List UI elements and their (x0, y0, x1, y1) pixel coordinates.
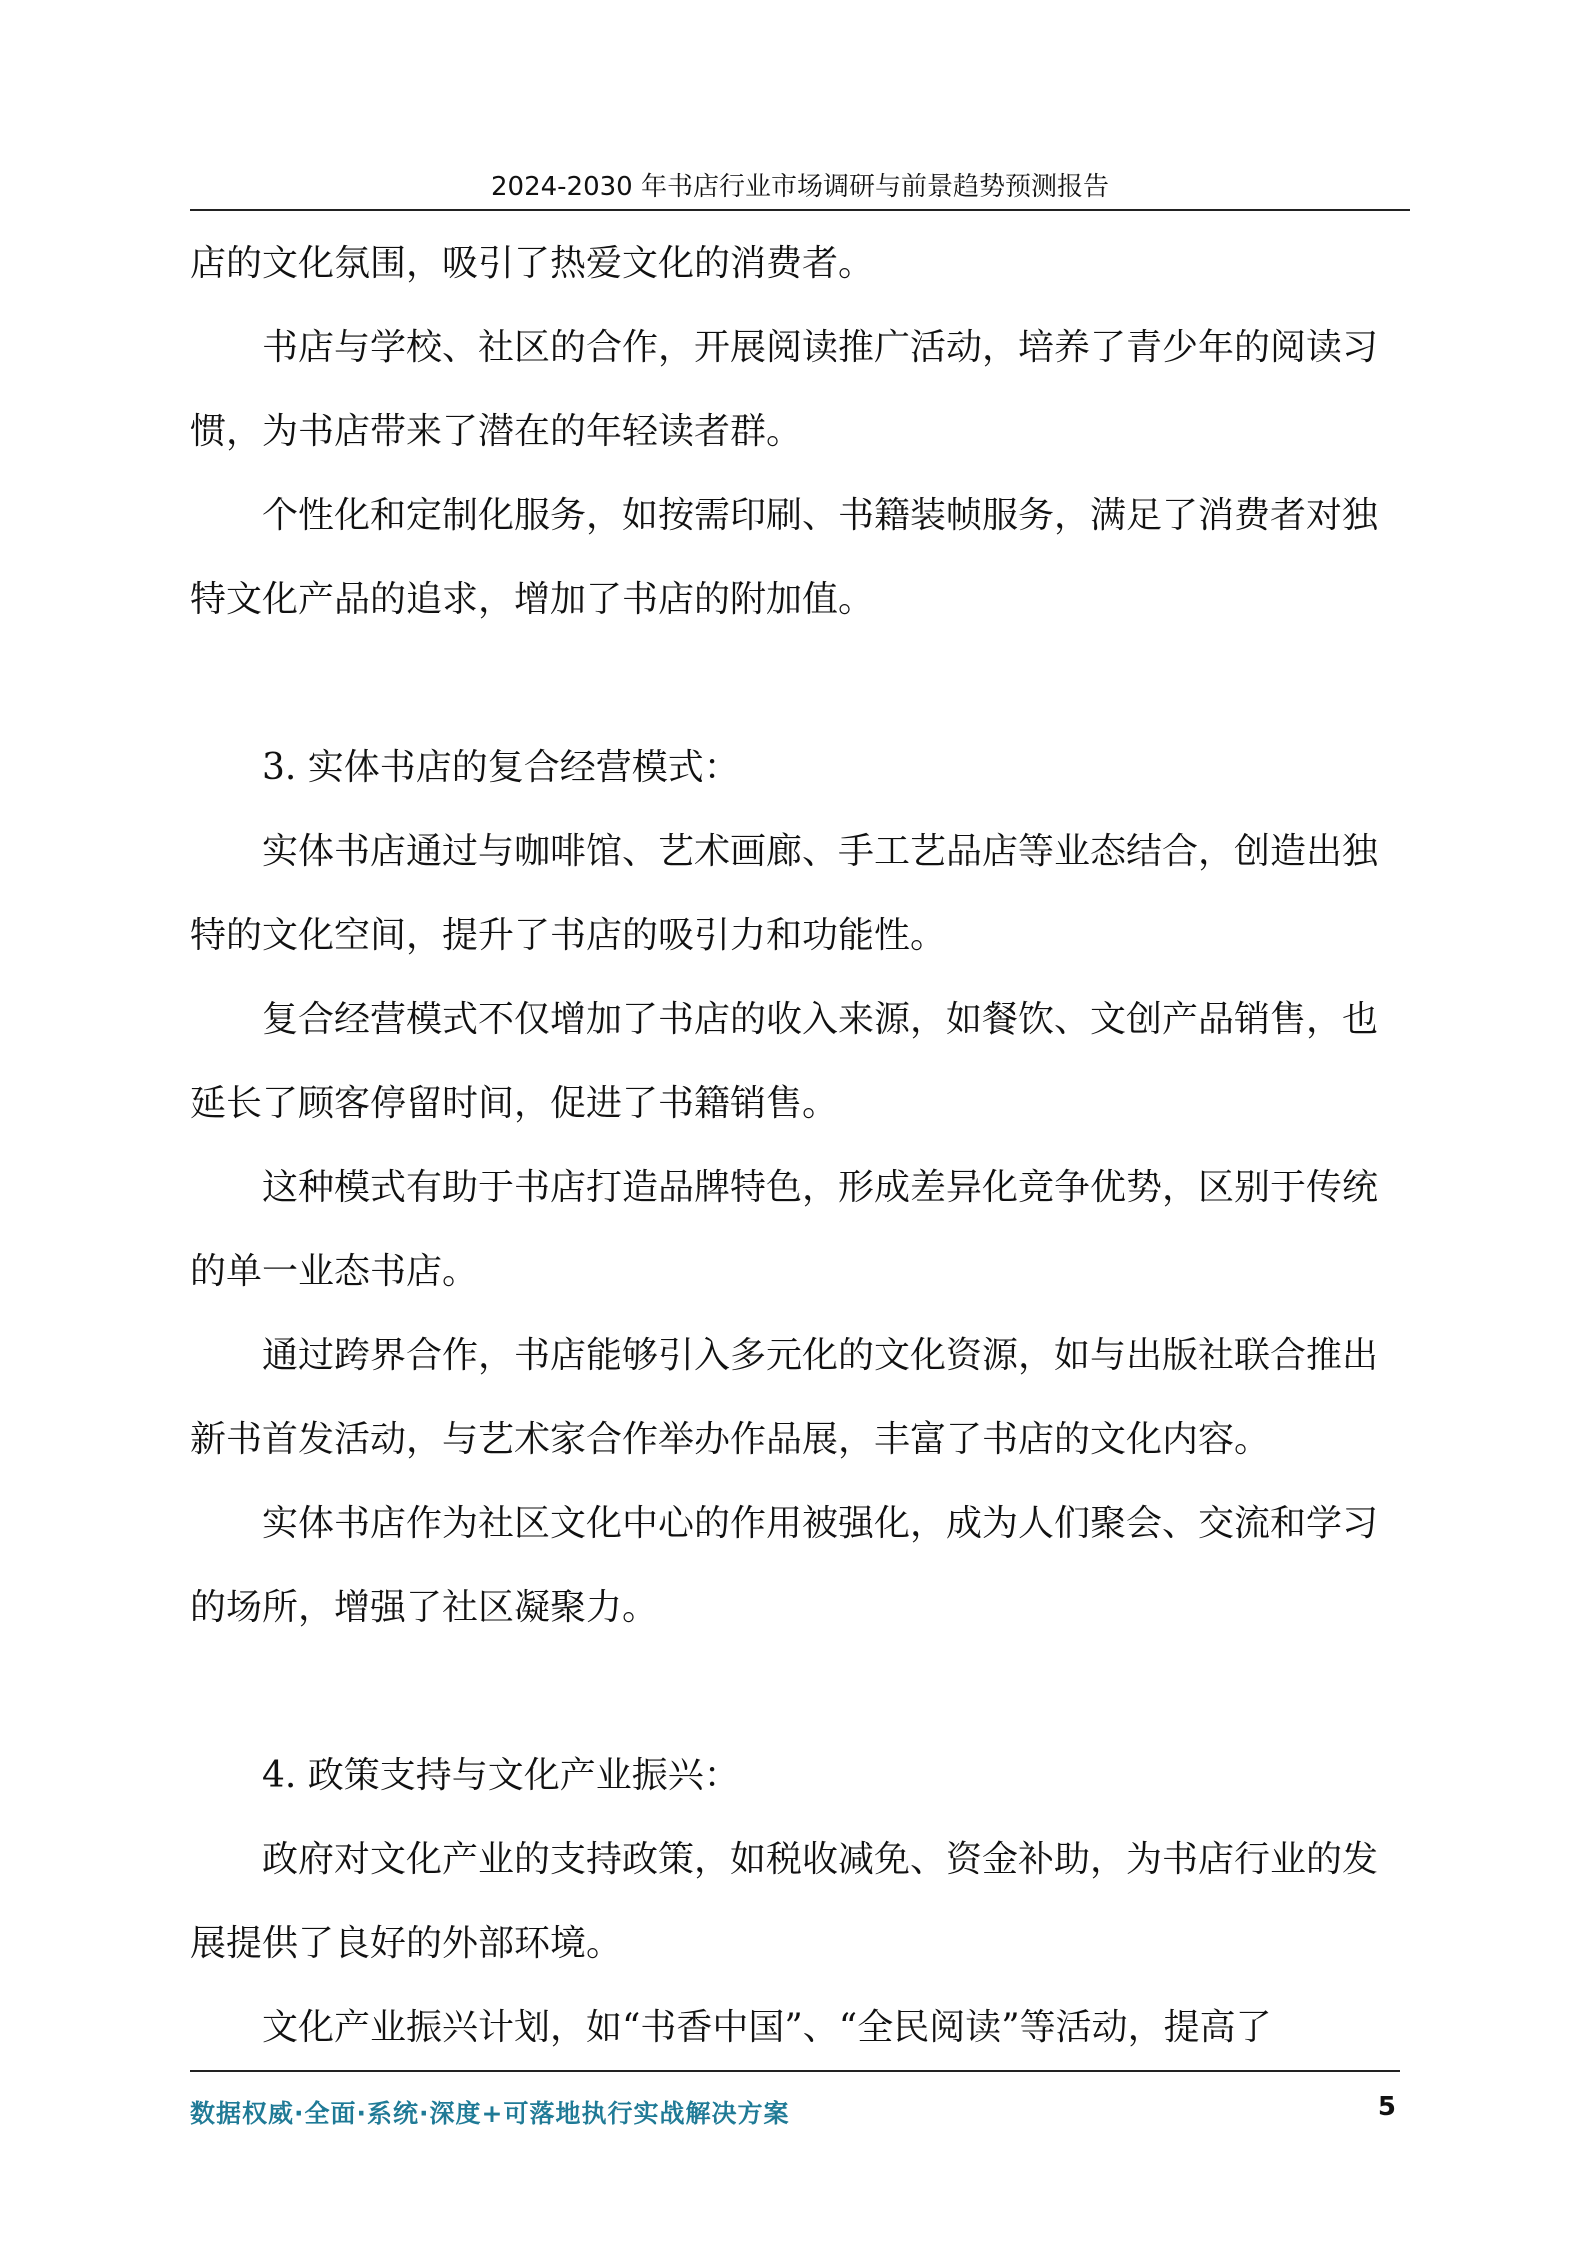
footer-slogan: 数据权威·全面·系统·深度+可落地执行实战解决方案 (190, 2099, 790, 2128)
paragraph: 个性化和定制化服务，如按需印刷、书籍装帧服务，满足了消费者对独特文化产品的追求，增加了书店的附加值。 (190, 495, 1379, 620)
document-body (190, 222, 1380, 2070)
footer-divider (190, 2070, 1400, 2072)
paragraph: 文化产业振兴计划，如“书香中国”、“全民阅读”等活动，提高了 (262, 2007, 1272, 2048)
section-heading-3: 3. 实体书店的复合经营模式： (262, 747, 740, 788)
paragraph: 这种模式有助于书店打造品牌特色，形成差异化竞争优势，区别于传统的单一业态书店。 (190, 1167, 1379, 1292)
header-divider (190, 209, 1410, 211)
paragraph: 实体书店作为社区文化中心的作用被强化，成为人们聚会、交流和学习的场所，增强了社区凝聚力。 (190, 1503, 1379, 1628)
section-heading-4: 4. 政策支持与文化产业振兴： (262, 1755, 740, 1796)
paragraph: 实体书店通过与咖啡馆、艺术画廊、手工艺品店等业态结合，创造出独特的文化空间，提升了书店的吸引力和功能性。 (190, 831, 1379, 956)
paragraph-continued: 店的文化氛围，吸引了热爱文化的消费者。 (190, 243, 875, 284)
paragraph: 通过跨界合作，书店能够引入多元化的文化资源，如与出版社联合推出新书首发活动，与艺术家合作举办作品展，丰富了书店的文化内容。 (190, 1335, 1379, 1460)
section-spacer (190, 642, 1380, 726)
section-spacer (190, 1650, 1380, 1734)
report-header-title: 2024-2030 年书店行业市场调研与前景趋势预测报告 (491, 172, 1109, 202)
paragraph: 书店与学校、社区的合作，开展阅读推广活动，培养了青少年的阅读习惯，为书店带来了潜在的年轻读者群。 (190, 327, 1379, 452)
paragraph: 政府对文化产业的支持政策，如税收减免、资金补助，为书店行业的发展提供了良好的外部环境。 (190, 1839, 1379, 1964)
page-number: 5 (1377, 2092, 1396, 2122)
paragraph: 复合经营模式不仅增加了书店的收入来源，如餐饮、文创产品销售，也延长了顾客停留时间，促进了书籍销售。 (190, 999, 1379, 1124)
